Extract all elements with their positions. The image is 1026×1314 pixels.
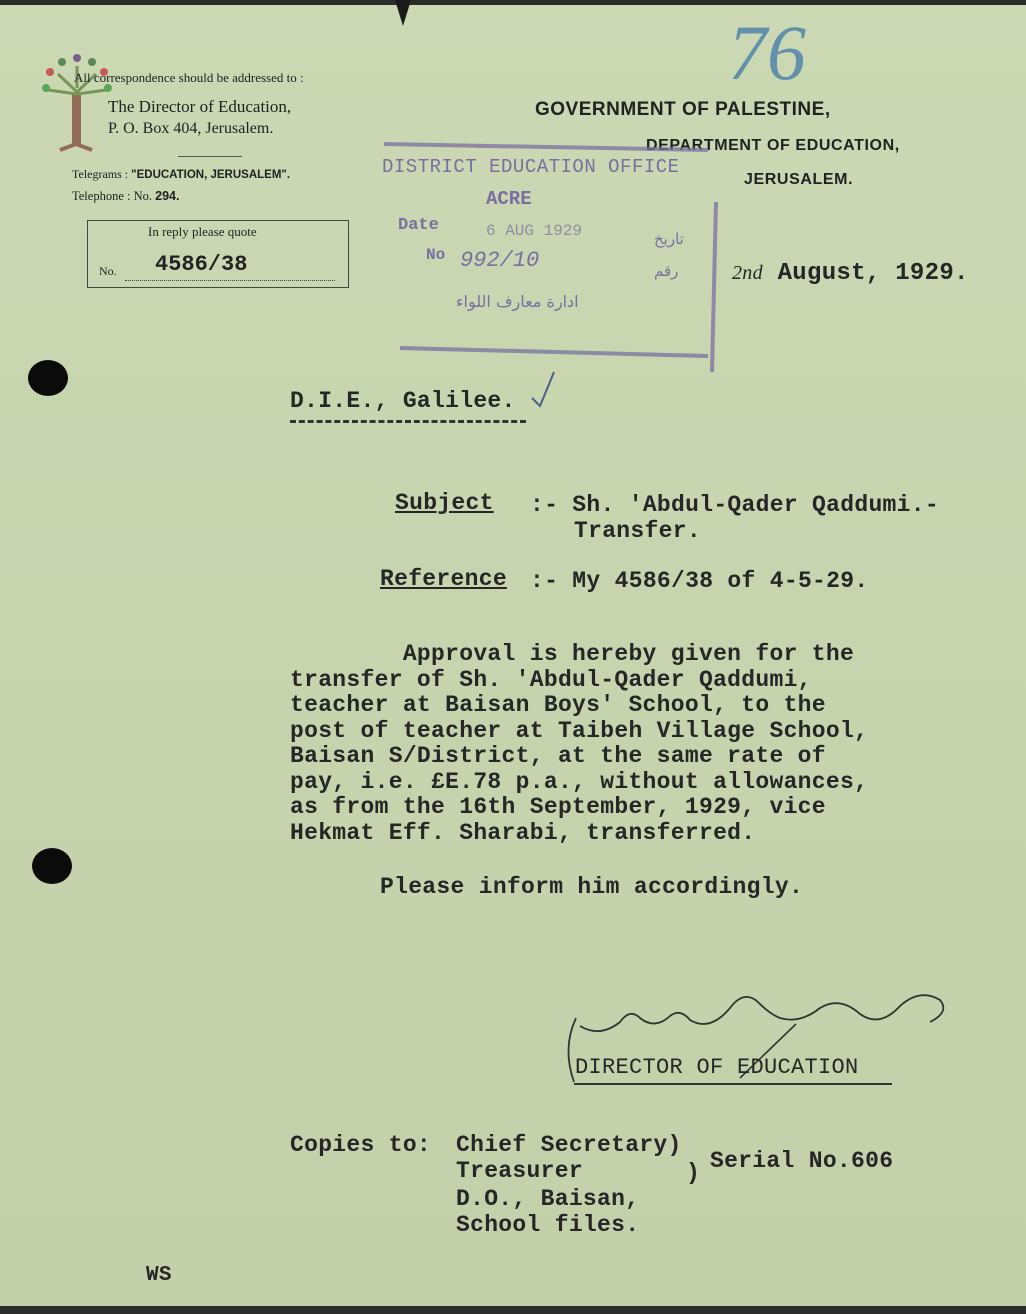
punch-hole-top — [28, 360, 68, 396]
copies-item-3: D.O., Baisan, — [456, 1186, 640, 1212]
copies-label: Copies to: — [290, 1132, 432, 1158]
stamp-office-line: DISTRICT EDUCATION OFFICE — [382, 156, 680, 178]
check-mark-icon — [528, 370, 558, 410]
address-line-2: P. O. Box 404, Jerusalem. — [108, 120, 274, 137]
punch-hole-bottom — [32, 848, 72, 884]
city-heading: JERUSALEM. — [744, 171, 854, 188]
signature-title: DIRECTOR OF EDUCATION — [575, 1055, 859, 1080]
letter-date-text: August, 1929. — [777, 260, 969, 287]
telephone-prefix: No. — [133, 189, 153, 203]
telegrams-label: Telegrams : — [72, 167, 129, 181]
handwritten-file-number: 76 — [728, 9, 806, 96]
telephone-label: Telephone : — [72, 189, 131, 203]
reference-text: :- My 4586/38 of 4-5-29. — [530, 568, 869, 594]
correspondence-line: All correspondence should be addressed to : — [74, 70, 304, 85]
address-line-1: The Director of Education, — [108, 97, 292, 116]
reply-no-value: 4586/38 — [155, 252, 248, 277]
scan-tear-mark — [395, 0, 411, 26]
subject-label: Subject — [395, 490, 494, 516]
stamp-city-line: ACRE — [486, 188, 532, 210]
divider — [178, 156, 242, 157]
scan-edge-bottom — [0, 1306, 1026, 1314]
telephone-value: 294. — [155, 189, 180, 203]
telegrams-row — [72, 167, 290, 182]
stamp-footer-arabic: ادارة معارف اللواء — [456, 292, 579, 311]
telegrams-value: "EDUCATION, JERUSALEM". — [131, 169, 291, 181]
subject-text: :- Sh. 'Abdul-Qader Qaddumi.- — [530, 492, 939, 518]
body-paragraph: Approval is hereby given for the transfer of Sh. 'Abdul-Qader Qaddumi, teacher at Baisan Boys' School, to the post of teacher at Taibeh Village School, Baisan S/District, at the same rate of pay, i.e. £E.78 p.a., without allowances, as from the 16th September, 1929, vice Hekmat Eff. Sharabi, transferred. — [290, 641, 869, 846]
stamp-no-label: No — [426, 246, 446, 264]
reply-no-label: No. — [99, 264, 117, 278]
telephone-row — [72, 189, 179, 204]
government-heading: GOVERNMENT OF PALESTINE, — [535, 99, 831, 120]
stamp-no-value: 992/10 — [460, 248, 540, 273]
closing-line: Please inform him accordingly. — [380, 874, 804, 900]
copies-item-1: Chief Secretary) — [456, 1132, 682, 1158]
stamp-date-arabic: تاريخ — [654, 230, 684, 248]
serial-number: Serial No.606 — [710, 1148, 894, 1174]
copies-bracket: ) — [686, 1160, 701, 1186]
scan-edge-top — [0, 0, 1026, 5]
letter-date: 2nd August, 1929. — [732, 260, 969, 287]
department-heading: DEPARTMENT OF EDUCATION, — [646, 137, 900, 154]
addressee-underline — [290, 420, 526, 423]
stamp-date-label: Date — [398, 216, 439, 235]
subject-text-line2: Transfer. — [574, 518, 701, 544]
signature-underline — [574, 1083, 892, 1085]
stamp-no-arabic: رقم — [654, 262, 679, 280]
tree-logo-icon — [40, 52, 115, 152]
copies-item-2: Treasurer — [456, 1158, 583, 1184]
reply-quote-label: In reply please quote — [148, 224, 257, 239]
reference-label: Reference — [380, 566, 507, 592]
reply-no-dotted-line — [125, 280, 335, 281]
addressee: D.I.E., Galilee. — [290, 388, 516, 414]
typist-initials: WS — [146, 1264, 172, 1287]
received-stamp — [378, 142, 718, 380]
stamp-date-value: 6 AUG 1929 — [486, 222, 583, 240]
copies-item-4: School files. — [456, 1212, 640, 1238]
